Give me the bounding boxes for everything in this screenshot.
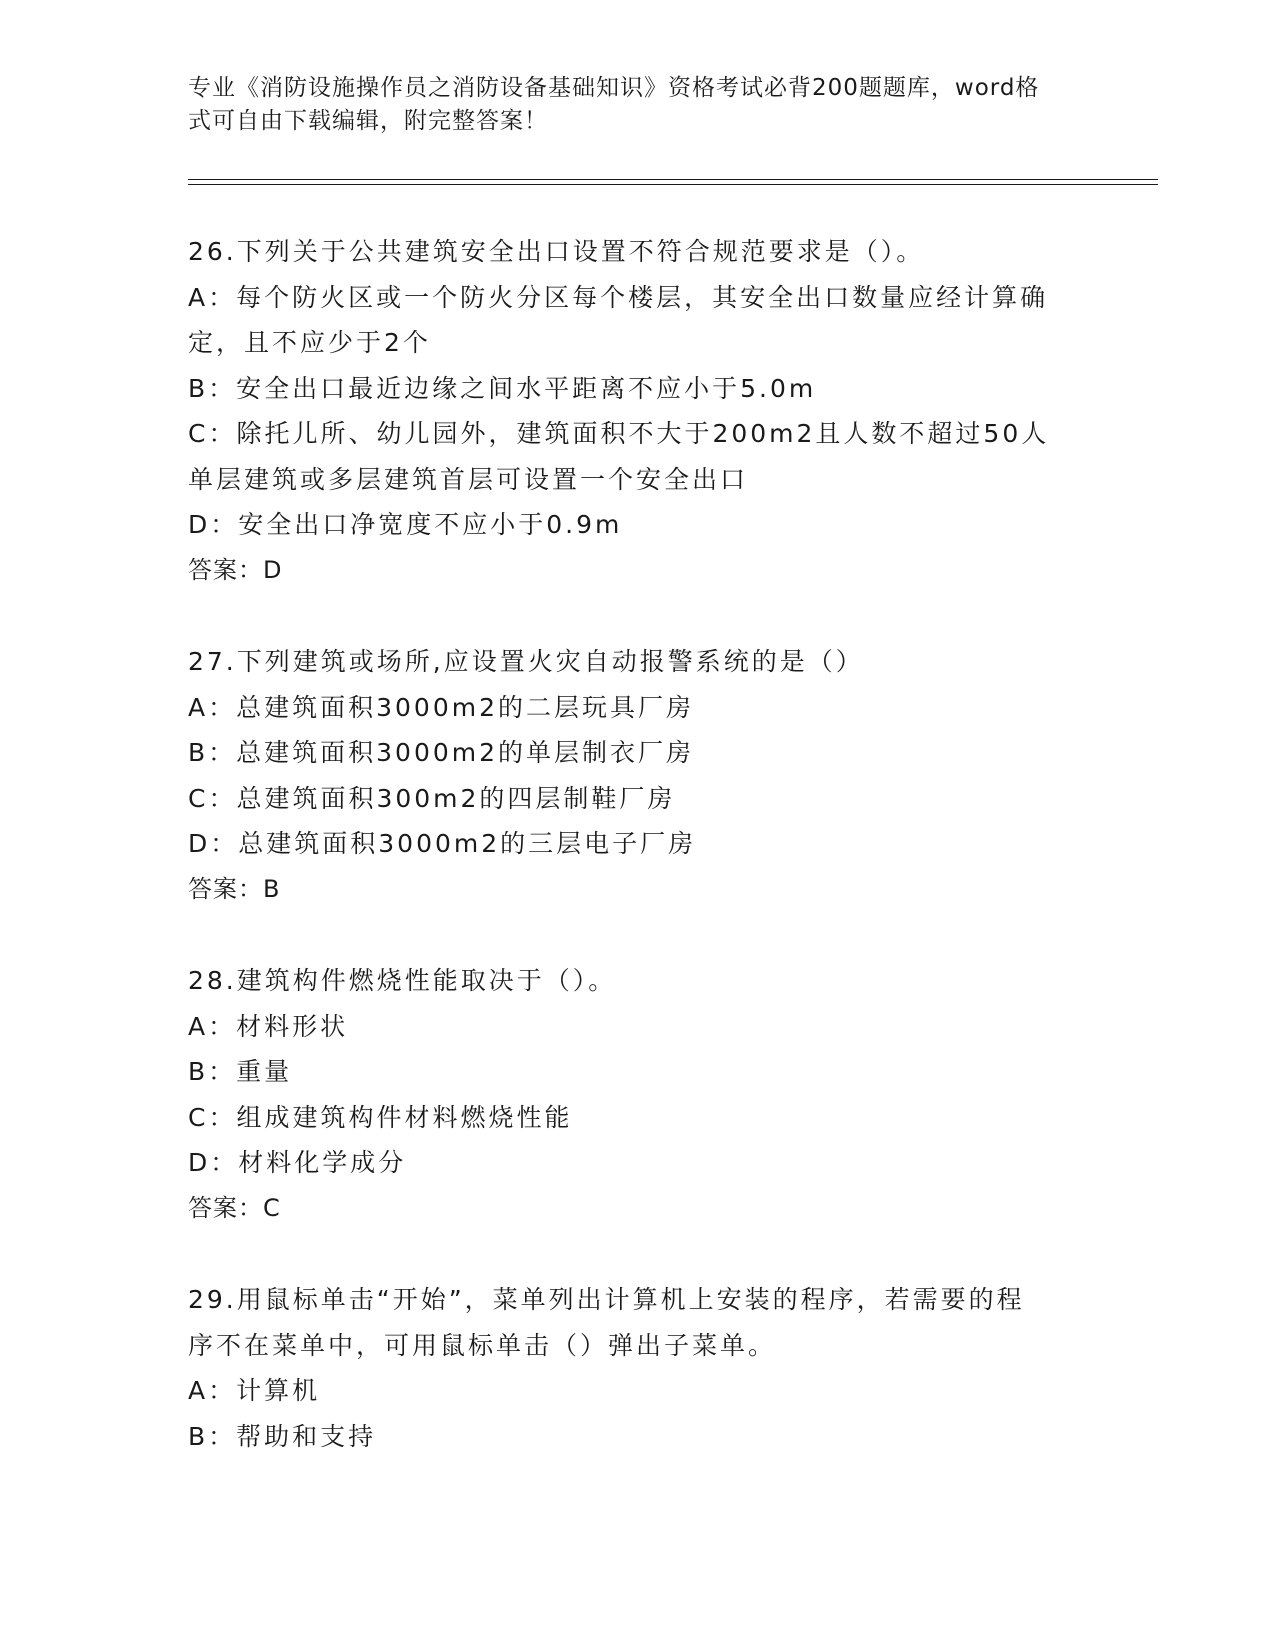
question-block [188, 1277, 1088, 1459]
question-block [188, 229, 1088, 593]
question-stem: 26.下列关于公共建筑安全出口设置不符合规范要求是（）。 [188, 237, 925, 266]
header-divider-top [188, 179, 1158, 180]
question-stem: 27.下列建筑或场所,应设置火灾自动报警系统的是（） [188, 647, 864, 676]
document-header [188, 72, 1068, 138]
answer-line: 答案：C [188, 1193, 281, 1222]
question-text-line: 序不在菜单中，可用鼠标单击（）弹出子菜单。 [188, 1330, 777, 1360]
question-text-line: B：重量 [188, 1057, 293, 1086]
question-text-line: A：计算机 [188, 1376, 321, 1405]
question-text-line: A：总建筑面积3000m2的二层玩具厂房 [188, 692, 694, 722]
question-text-line: A：材料形状 [188, 1011, 349, 1041]
question-block [188, 958, 1088, 1231]
question-text-line: B：总建筑面积3000m2的单层制衣厂房 [188, 738, 695, 767]
answer-line: 答案：D [188, 555, 283, 584]
question-block [188, 639, 1088, 912]
question-text-line: B：帮助和支持 [188, 1421, 377, 1451]
header-line-2: 式可自由下载编辑，附完整答案！ [188, 108, 548, 134]
header-line-1: 专业《消防设施操作员之消防设备基础知识》资格考试必背200题题库，word格 [188, 75, 1040, 101]
question-stem: 29.用鼠标单击“开始”，菜单列出计算机上安装的程序，若需要的程 [188, 1285, 1025, 1314]
question-text-line: 定，且不应少于2个 [188, 328, 431, 357]
question-text-line: B：安全出口最近边缘之间水平距离不应小于5.0m [188, 373, 817, 403]
question-text-line: C：组成建筑构件材料燃烧性能 [188, 1102, 573, 1132]
header-divider-bottom [188, 184, 1158, 185]
question-text-line: D：总建筑面积3000m2的三层电子厂房 [188, 829, 697, 858]
question-stem: 28.建筑构件燃烧性能取决于（）。 [188, 966, 617, 995]
question-text-line: C：总建筑面积300m2的四层制鞋厂房 [188, 783, 676, 813]
question-text-line: D：安全出口净宽度不应小于0.9m [188, 510, 623, 539]
question-text-line: C：除托儿所、幼儿园外，建筑面积不大于200m2且人数不超过50人 [188, 419, 1050, 448]
question-list [188, 229, 1088, 1505]
question-text-line: A：每个防火区或一个防火分区每个楼层，其安全出口数量应经计算确 [188, 282, 1049, 312]
question-text-line: 单层建筑或多层建筑首层可设置一个安全出口 [188, 464, 749, 494]
question-text-line: D：材料化学成分 [188, 1148, 407, 1177]
answer-line: 答案：B [188, 874, 281, 903]
